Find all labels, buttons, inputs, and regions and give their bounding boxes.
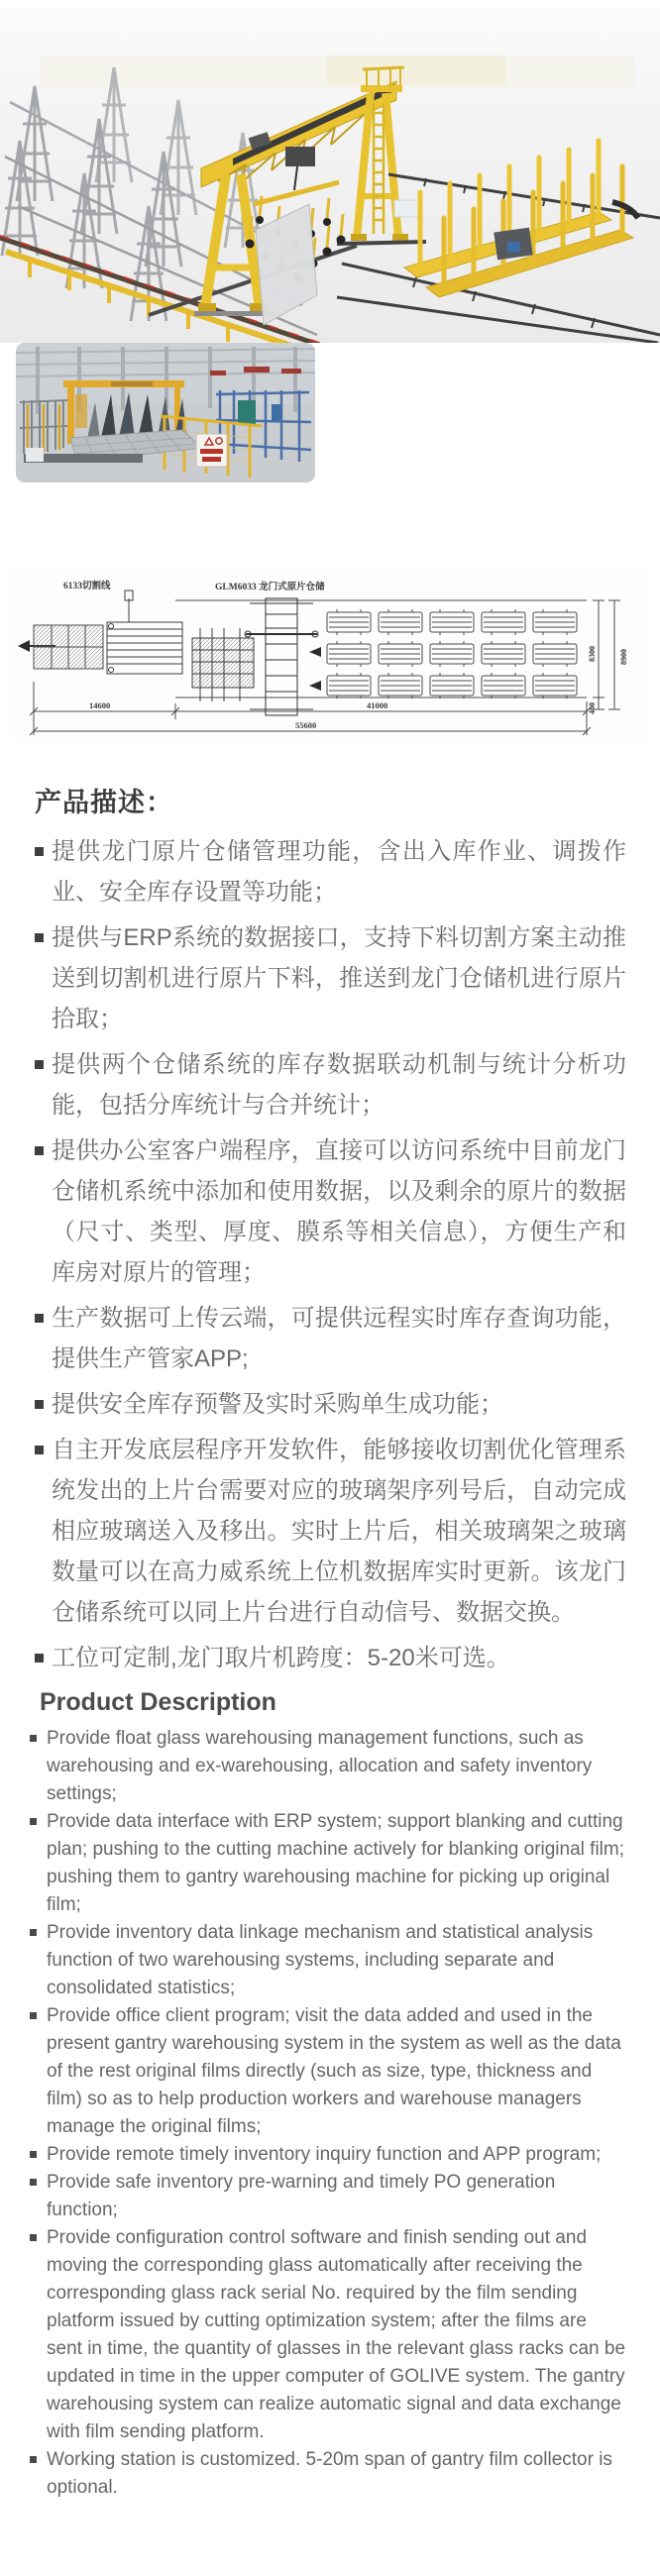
bullet-square-icon — [30, 2179, 37, 2186]
list-item — [30, 2169, 640, 2224]
en-item-text: Provide safe inventory pre-warning and timely PO generation function; — [47, 2172, 556, 2220]
bullet-square-icon — [30, 2151, 37, 2158]
list-item — [30, 1808, 640, 1919]
cn-item-text: 自主开发底层程序开发软件，能够接收切割优化管理系统发出的上片台需要对应的玻璃架序列号后，自动完成相应玻璃送入及移出。实时上片后，相关玻璃架之玻璃数量可以在高力威系统上位机数据库实时更新。该龙门仓储系统可以同上片台进行自动信号、数据交换。 — [52, 1437, 626, 1626]
list-item — [35, 1430, 626, 1633]
list-item — [30, 1725, 640, 1808]
warning-sign — [196, 434, 227, 467]
bullet-square-icon — [35, 933, 44, 942]
bullet-square-icon — [35, 1314, 44, 1323]
cn-item-text: 生产数据可上传云端，可提供远程实时库存查询功能，提供生产管家APP; — [52, 1305, 626, 1372]
warehouse-label: GLM6033 龙门式原片仓储 — [215, 583, 325, 592]
list-item — [35, 1384, 626, 1425]
list-item — [35, 917, 626, 1039]
factory-photo-illustration — [16, 343, 315, 483]
hero-render — [0, 8, 660, 343]
list-item — [30, 2446, 640, 2502]
cn-item-text: 提供安全库存预警及实时采购单生成功能； — [52, 1391, 503, 1418]
cn-item-text: 提供两个仓储系统的库存数据联动机制与统计分析功能，包括分库统计与合并统计； — [52, 1051, 626, 1119]
list-item — [35, 1638, 626, 1678]
en-item-text: Working station is customized. 5-20m span of gantry film collector is optional. — [47, 2449, 612, 2498]
bullet-square-icon — [35, 1446, 44, 1454]
description-content — [0, 781, 660, 2502]
list-item — [30, 1919, 640, 2002]
dim-left-span: 14600 — [89, 700, 111, 710]
hoist-trolley — [285, 147, 315, 166]
list-item — [35, 831, 626, 912]
bullet-square-icon — [30, 2456, 37, 2463]
bullet-square-icon — [35, 847, 44, 856]
en-item-text: Provide inventory data linkage mechanism and statistical analysis function of two warehousing systems, including separate and consolidated statistics; — [47, 1922, 594, 1998]
list-item — [30, 2002, 640, 2141]
en-item-text: Provide office client program; visit the data added and used in the present gantry warehousing system in the system as well as the data of the rest original films directly (such as size, type, thickness and film) so as to help production workers and warehouse managers manage the original films; — [47, 2005, 621, 2137]
cn-item-text: 提供办公室客户端程序，直接可以访问系统中目前龙门仓储机系统中添加和使用数据，以及剩余的原片的数据（尺寸、类型、厚度、膜系等相关信息），方便生产和库房对原片的管理； — [52, 1137, 626, 1286]
en-item-text: Provide data interface with ERP system; support blanking and cutting plan; pushing to the cutting machine actively for blanking original film; pushing them to gantry warehousing machine for picking up original film; — [47, 1811, 624, 1915]
en-item-text: Provide float glass warehousing management functions, such as warehousing and ex-warehousing, allocation and safety inventory settings; — [47, 1728, 593, 1804]
bullet-square-icon — [30, 2234, 37, 2241]
bullet-square-icon — [35, 1400, 44, 1409]
cn-item-text: 提供龙门原片仓储管理功能，含出入库作业、调拨作业、安全库存设置等功能； — [52, 838, 626, 906]
cn-item-text: 工位可定制,龙门取片机跨度：5-20米可选。 — [52, 1645, 510, 1671]
bullet-square-icon — [30, 1818, 37, 1825]
list-item — [30, 2141, 640, 2169]
dim-depth-outer: 8900 — [619, 649, 628, 665]
dim-depth-inner: 8300 — [588, 646, 597, 662]
bullet-square-icon — [30, 1929, 37, 1936]
layout-diagram-drawing — [12, 571, 650, 741]
cutting-table-plan — [34, 625, 103, 669]
cn-heading: 产品描述： — [35, 788, 173, 817]
list-item — [30, 2224, 640, 2446]
en-heading: Product Description — [40, 1688, 276, 1716]
layout-diagram — [12, 571, 650, 741]
bullet-square-icon — [30, 2012, 37, 2019]
warehouse-racks-plan — [327, 609, 577, 698]
list-item — [35, 1130, 626, 1293]
dim-total-span: 55600 — [295, 720, 317, 730]
list-item — [35, 1298, 626, 1379]
cutting-line-label: 6133切割线 — [63, 582, 111, 591]
bullet-square-icon — [30, 1735, 37, 1742]
dim-rail-gap: 400 — [588, 702, 597, 714]
bullet-square-icon — [35, 1146, 44, 1155]
hero-render-illustration — [0, 8, 660, 343]
factory-photo — [16, 343, 315, 483]
list-item — [35, 1044, 626, 1126]
teal-cabinet — [238, 400, 256, 424]
bullet-square-icon — [35, 1654, 44, 1663]
dim-right-span: 41000 — [367, 700, 388, 710]
en-item-text: Provide remote timely inventory inquiry function and APP program; — [47, 2144, 602, 2165]
cn-description-list — [35, 831, 626, 1678]
en-item-text: Provide configuration control software and finish sending out and moving the corresponding glass automatically after receiving the corresponding glass rack serial No. required by the film sending platform issued by cutting optimization system; after the films are sent in time, the quantity of glasses in the relevant glass racks can be updated in time in the upper computer of GOLIVE system. The gantry warehousing system can realize automatic signal and data exchange with film sending platform. — [47, 2227, 626, 2442]
en-description-list — [30, 1725, 640, 2502]
cn-item-text: 提供与ERP系统的数据接口，支持下料切割方案主动推送到切割机进行原片下料，推送到龙门仓储机进行原片拾取； — [52, 924, 626, 1032]
bullet-square-icon — [35, 1060, 44, 1069]
